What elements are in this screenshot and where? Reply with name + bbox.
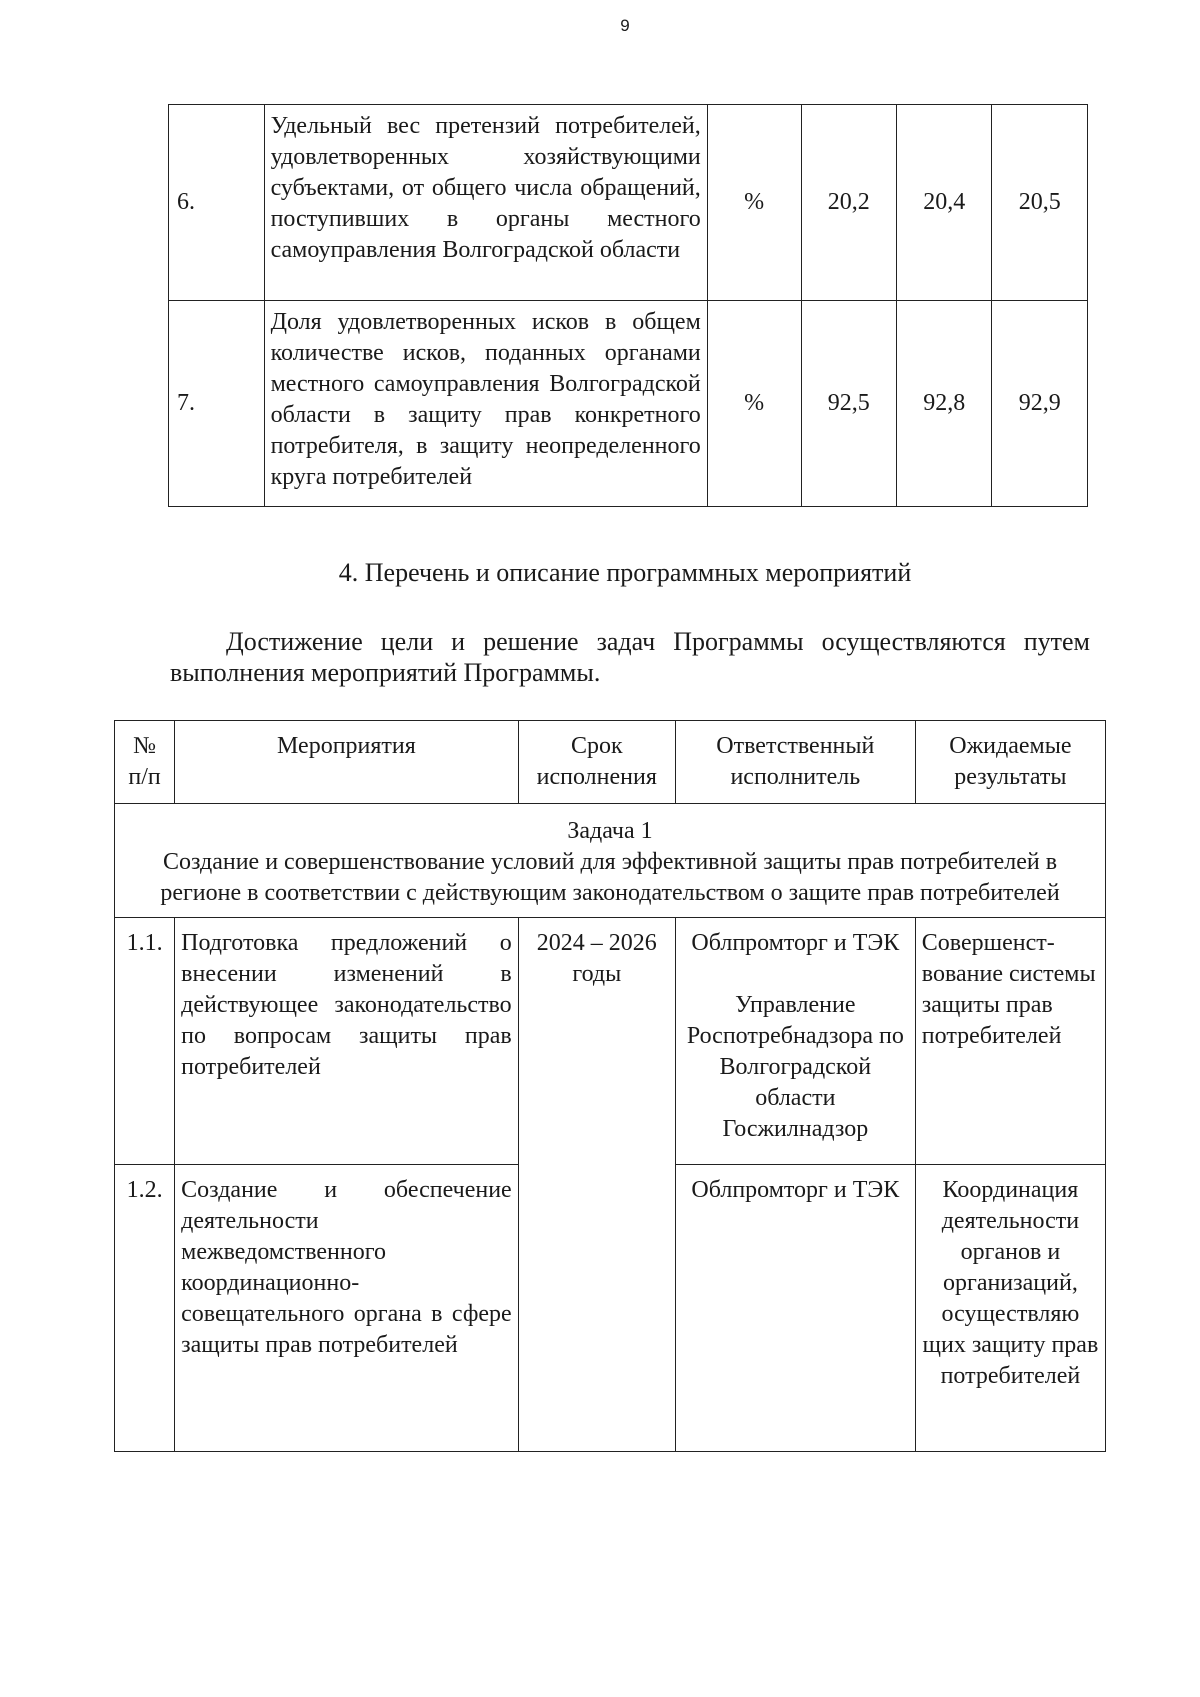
activity-result: Координация деятельности органов и организаций, осуществляю щих защиту прав потребителей [915, 1165, 1105, 1452]
table-row [169, 301, 1088, 507]
responsible-secondary: Управление Роспотребнадзора по Волгоградской области Госжилнадзор [686, 992, 904, 1142]
indicator-value: 92,8 [896, 301, 991, 507]
indicator-unit: % [707, 301, 801, 507]
header-number: № п/п [115, 721, 175, 804]
task-row [115, 804, 1106, 918]
activities-table [114, 720, 1106, 1452]
indicator-text: Доля удовлетворенных исков в общем количестве исков, поданных органами местного самоуправления Волгоградской области в защиту прав конкретного потребителя, в защиту неопределенного круга потребителей [264, 301, 707, 507]
indicator-value: 20,5 [992, 105, 1088, 301]
activity-responsible [675, 918, 915, 1165]
indicator-number: 7. [169, 301, 265, 507]
responsible-spacer [682, 959, 909, 990]
indicator-value: 92,9 [992, 301, 1088, 507]
activity-responsible: Облпромторг и ТЭК [675, 1165, 915, 1452]
indicator-value: 20,2 [801, 105, 896, 301]
table-row [115, 918, 1106, 1165]
activity-text: Подготовка предложений о внесении изменений в действующее законодательство по вопросам защиты прав потребителей [175, 918, 519, 1165]
activity-number: 1.2. [115, 1165, 175, 1452]
header-results: Ожидаемые результаты [915, 721, 1105, 804]
header-activity: Мероприятия [175, 721, 519, 804]
page-number: 9 [620, 16, 630, 35]
task-title: Задача 1 [567, 818, 653, 844]
header-responsible: Ответственный исполнитель [675, 721, 915, 804]
indicator-value: 92,5 [801, 301, 896, 507]
intro-paragraph: Достижение цели и решение задач Программы осуществляются путем выполнения мероприятий Программы. [170, 627, 1090, 687]
indicator-value: 20,4 [896, 105, 991, 301]
responsible-primary: Облпромторг и ТЭК [691, 930, 900, 956]
table-header-row [115, 721, 1106, 804]
activity-term: 2024 – 2026 годы [518, 918, 675, 1452]
activity-number: 1.1. [115, 918, 175, 1165]
header-term: Срок исполнения [518, 721, 675, 804]
indicator-text: Удельный вес претензий потребителей, удовлетворенных хозяйствующими субъектами, от общего числа обращений, поступивших в органы местного самоуправления Волгоградской области [264, 105, 707, 301]
activity-result: Совершенст-вование системы защиты прав потребителей [915, 918, 1105, 1165]
indicators-table [168, 104, 1088, 507]
indicator-unit: % [707, 105, 801, 301]
section-title: 4. Перечень и описание программных мероприятий [338, 558, 912, 587]
task-cell [115, 804, 1106, 918]
table-row [169, 105, 1088, 301]
task-text: Создание и совершенствование условий для эффективной защиты прав потребителей в регионе в соответствии с действующим законодательством о защите прав потребителей [160, 849, 1060, 906]
activity-text: Создание и обеспечение деятельности межведомственного координационно-совещательного органа в сфере защиты прав потребителей [175, 1165, 519, 1452]
indicator-number: 6. [169, 105, 265, 301]
